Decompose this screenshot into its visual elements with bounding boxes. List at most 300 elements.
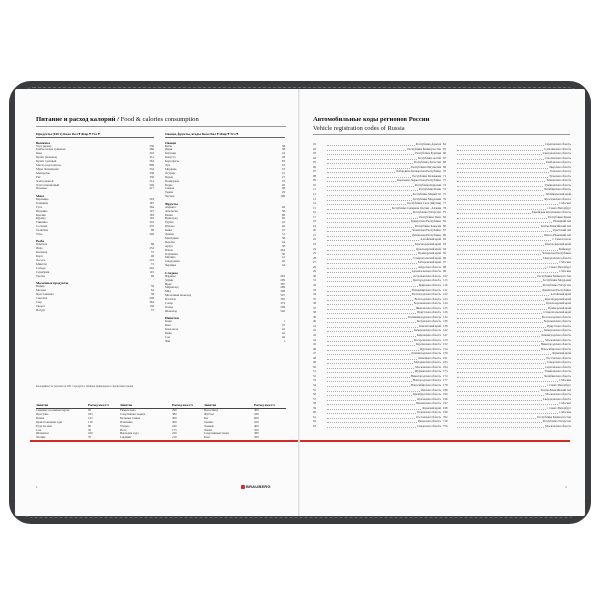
food-name: Кофе (165, 320, 172, 324)
dot-leader (327, 369, 414, 373)
food-kcal: 42 (281, 327, 285, 332)
dot-leader (327, 210, 412, 214)
activity-kcal: 185 (88, 412, 93, 416)
dot-leader (327, 310, 416, 314)
food-name: Лимон (165, 233, 174, 237)
region-name: Приморский край (418, 251, 441, 256)
region-code: 163 (443, 360, 448, 365)
dot-leader (327, 228, 411, 232)
food-name: Зефир (165, 278, 174, 282)
dot-leader (457, 247, 558, 251)
food-row (165, 340, 285, 344)
region-code: 03 (313, 151, 316, 156)
dot-leader (457, 351, 551, 355)
activity-kcal: 95 (88, 409, 92, 412)
food-kcal: 44 (281, 239, 285, 244)
dot-leader (457, 237, 551, 241)
dot-leader (457, 383, 546, 387)
region-name: Республика Алтай (417, 155, 441, 160)
region-name: Курская область (420, 346, 441, 351)
food-name: Минтай (36, 262, 47, 266)
food-name: Апельсин (165, 209, 178, 213)
dot-leader (327, 424, 416, 428)
region-code: 20 (313, 228, 316, 233)
food-name: Мандарин (165, 236, 179, 240)
activity-header-cell: Занятие (204, 403, 217, 407)
region-name: Новосибирская область (540, 346, 571, 351)
region-code: 197 (443, 401, 448, 406)
dot-leader (327, 260, 417, 264)
food-kcal: 338 (149, 170, 154, 175)
food-name: Ирис (165, 282, 172, 286)
region-name: Липецкая область (418, 355, 441, 360)
region-code: 83 (443, 219, 446, 224)
category-heading: Рыба (36, 239, 45, 244)
region-name: Псковская область (417, 410, 441, 415)
region-name: Пермский край (421, 405, 441, 410)
region-code: 29 (313, 269, 316, 274)
region-code: 116 (443, 282, 448, 287)
region-name: Красноярский край (546, 301, 571, 306)
region-name: Брянская область (418, 282, 441, 287)
region-name: Ростовская область (416, 414, 441, 419)
region-name: Республика Татарстан (542, 282, 571, 287)
food-name: Редис (165, 183, 173, 187)
region-name: Иркутская область (417, 310, 441, 315)
region-name: Ленинградская область (541, 332, 571, 337)
dot-leader (327, 419, 417, 423)
region-code: 63 (313, 423, 316, 428)
dot-leader (327, 251, 417, 255)
region-code: 71 (443, 173, 446, 178)
food-kcal: 899 (149, 163, 154, 168)
region-code: 59 (313, 405, 316, 410)
region-name: Курганская область (416, 342, 441, 347)
food-name: Индейка (36, 209, 48, 213)
region-code: 70 (443, 169, 446, 174)
dot-leader (457, 360, 546, 364)
food-kcal: 305 (280, 297, 285, 302)
region-name: Республика Хакасия (414, 223, 441, 228)
dot-leader (327, 165, 410, 169)
dot-leader (457, 310, 542, 314)
dot-leader (327, 147, 406, 151)
region-name: Омская область (420, 387, 441, 392)
region-code: 56 (313, 392, 316, 397)
dot-leader (457, 192, 544, 196)
food-kcal: 40 (281, 259, 285, 264)
dot-leader (327, 301, 413, 305)
region-name: Республика Бурятия (415, 151, 441, 156)
page-title: Питание и расход калорий / Food & calories consumption (36, 116, 199, 123)
food-kcal: 42 (281, 220, 285, 225)
region-code: 78 (443, 205, 446, 210)
food-name: Мармелад (165, 286, 179, 290)
region-code: 08 (313, 173, 316, 178)
dot-leader (457, 210, 531, 214)
region-name: Свердловская область (542, 396, 571, 401)
dot-leader (457, 178, 545, 182)
food-kcal: 330 (149, 174, 154, 179)
food-kcal: 197 (149, 208, 154, 213)
region-name: Кемеровская область (414, 328, 441, 333)
activity-kcal: 122 (88, 416, 93, 420)
region-column-2 (443, 142, 571, 428)
region-code: 30 (313, 273, 316, 278)
region-name: Республика Татарстан (412, 210, 441, 215)
region-name: Волгоградская область (541, 314, 571, 319)
dot-leader (327, 142, 415, 146)
region-name: Московская область (545, 423, 571, 428)
region-code: 45 (313, 342, 316, 347)
region-code: 01 (313, 142, 316, 146)
region-name: Ярославская область (544, 196, 571, 201)
food-kcal: 72 (150, 261, 154, 266)
dot-leader (457, 424, 544, 428)
food-kcal: 374 (280, 301, 285, 306)
dot-leader (457, 265, 546, 269)
food-kcal: 289 (280, 285, 285, 290)
region-name: Приморский край (548, 305, 571, 310)
food-kcal: 33 (281, 166, 285, 171)
food-name: Лук (165, 164, 171, 168)
food-kcal: 351 (149, 155, 154, 160)
food-name: Картофель (165, 160, 180, 164)
food-name: Телятина (36, 229, 49, 233)
activity-kcal: 70 (88, 436, 92, 440)
dot-leader (327, 356, 417, 360)
region-code: 17 (313, 214, 316, 219)
food-kcal: 183 (149, 212, 154, 217)
region-name: Республика Коми (418, 187, 441, 192)
region-name: г. Севастополь (552, 237, 571, 242)
food-kcal: 29 (281, 190, 285, 195)
dot-leader (327, 233, 411, 237)
region-name: Магаданская область (413, 360, 441, 365)
food-row (165, 264, 285, 268)
region-name: Орловская область (416, 396, 441, 401)
region-name: Костромская область (414, 337, 441, 342)
food-kcal: 264 (280, 247, 285, 252)
region-code: 198 (443, 405, 448, 410)
region-code: 22 (313, 237, 316, 242)
dot-leader (327, 219, 410, 223)
food-kcal: 276 (149, 224, 154, 229)
food-kcal: 24 (281, 151, 285, 156)
dot-leader (457, 392, 544, 396)
region-name: г. Москва (558, 401, 571, 406)
region-name: Новосибирская область (410, 382, 441, 387)
dot-leader (457, 260, 558, 264)
food-name: Кока-кола (165, 328, 179, 332)
region-code: 186 (443, 387, 448, 392)
region-code: 96 (443, 255, 446, 260)
region-name: Еврейская автономная область (531, 210, 571, 215)
food-kcal: 20 (281, 182, 285, 187)
dot-leader (327, 206, 391, 210)
food-kcal: 242 (149, 265, 154, 270)
region-name: Московская область (545, 392, 571, 397)
region-code: 36 (313, 301, 316, 306)
food-name: Свекла (165, 187, 175, 191)
category-heading: Сладкое (165, 270, 178, 275)
food-kcal: 191 (149, 269, 154, 274)
food-name: Кефир (36, 285, 45, 289)
dot-leader (457, 419, 542, 423)
dot-leader (457, 374, 543, 378)
region-code: 152 (443, 342, 448, 347)
region-name: Республика Башкортостан (407, 146, 441, 151)
food-row (165, 195, 285, 199)
activity-kcal: 50 (88, 428, 92, 432)
dot-leader (327, 410, 416, 414)
region-name: Республика Адыгея (415, 142, 441, 146)
food-kcal: 187 (149, 200, 154, 205)
region-name: Краснодарский край (544, 296, 571, 301)
region-name: Челябинская область (544, 373, 571, 378)
region-code: 66 (443, 151, 446, 156)
food-kcal: 299 (280, 277, 285, 282)
food-name: Творог (36, 304, 46, 308)
food-kcal: 286 (149, 147, 154, 152)
activity-name: Бег (204, 416, 209, 420)
food-kcal: 156 (149, 303, 154, 308)
activity-table (36, 403, 286, 440)
food-name: Утка (36, 233, 43, 237)
dot-leader (457, 151, 542, 155)
food-kcal: 89 (281, 212, 285, 217)
region-name: Пермский край (551, 351, 571, 356)
food-kcal: 48 (281, 186, 285, 191)
food-name: Грибы белые сушеные (36, 148, 66, 152)
activity-name: Велосипед (204, 409, 219, 412)
region-code: 89 (443, 232, 446, 237)
dot-leader (327, 351, 410, 355)
region-name: Калужская область (416, 319, 441, 324)
dot-leader (327, 306, 415, 310)
food-name: Рис (36, 175, 41, 179)
right-page (300, 89, 585, 516)
activity-kcal: 290 (172, 409, 177, 412)
dot-leader (327, 292, 411, 296)
food-kcal: 59 (150, 284, 154, 289)
dot-leader (457, 256, 542, 260)
region-name: Астраханская область (413, 273, 441, 278)
region-code: 97 (443, 260, 446, 265)
region-code: 164 (443, 364, 448, 369)
dot-leader (327, 392, 412, 396)
food-name: Виноград (165, 217, 178, 221)
dot-leader (457, 415, 536, 419)
region-name: Саратовская область (544, 142, 571, 146)
region-name: Краснодарский край (414, 242, 441, 247)
region-name: Хабаровский край (417, 260, 441, 265)
region-code: 79 (443, 210, 446, 215)
dot-leader (457, 288, 541, 292)
activity-kcal: 500 (254, 428, 259, 432)
region-name: Красноярский край (416, 246, 441, 251)
food-name: Помидоры (165, 179, 180, 183)
dot-leader (327, 197, 412, 201)
food-kcal: 540 (280, 308, 285, 313)
region-name: Чеченская Республика (542, 251, 571, 256)
food-kcal: 15 (281, 170, 285, 175)
region-name: Кировская область (416, 332, 441, 337)
region-name: г. Санкт-Петербург (546, 205, 571, 210)
food-name: Персик (165, 240, 175, 244)
dot-leader (457, 401, 558, 405)
food-name: Курица (36, 217, 46, 221)
region-name: Новгородская область (412, 378, 441, 383)
dot-leader (327, 324, 418, 328)
region-code: 50 (313, 364, 316, 369)
food-kcal: 1 (283, 319, 285, 324)
region-code: 52 (313, 373, 316, 378)
food-name: Хлеб пшеничный (36, 183, 60, 187)
category-heading: Овощи (165, 140, 176, 145)
dot-leader (327, 201, 406, 205)
food-kcal: 58 (150, 291, 154, 296)
dot-leader (327, 237, 419, 241)
region-code: 190 (443, 392, 448, 397)
activity-name: Шахматы (36, 432, 49, 436)
region-name: Карачаево-Черкесская Республика (397, 178, 441, 183)
activity-name: Езда на авто (36, 424, 53, 428)
region-name: Тверская область (549, 164, 571, 169)
region-name: Республика Крым (548, 214, 571, 219)
dot-leader (457, 324, 546, 328)
food-name: Лосось (36, 259, 46, 263)
activity-name: Бальные танцы (120, 416, 141, 420)
red-band (300, 440, 570, 442)
food-name: Арбуз (165, 244, 174, 248)
category-heading: Выпечка (36, 140, 50, 145)
region-code: 72 (443, 178, 446, 183)
region-name: Забайкальский край (545, 192, 571, 197)
region-code: 13 (313, 196, 316, 201)
dot-leader (457, 356, 545, 360)
region-name: Калининградская область (408, 314, 441, 319)
region-name: Республика Марий Эл (412, 192, 441, 197)
food-name: Камбала (36, 243, 48, 247)
food-name: Треска (36, 274, 45, 278)
food-name: Капуста (165, 156, 176, 160)
region-code: 136 (443, 319, 448, 324)
region-name: Республика Калмыкия (412, 173, 441, 178)
dot-leader (457, 406, 546, 410)
food-kcal: 83 (281, 159, 285, 164)
title-divider (313, 134, 570, 135)
region-name: Алтайский край (550, 292, 571, 297)
dot-leader (327, 406, 421, 410)
food-name: Квас (165, 324, 172, 328)
region-code: 37 (313, 305, 316, 310)
dot-leader (457, 169, 549, 173)
dot-leader (457, 197, 543, 201)
title-divider (36, 126, 286, 127)
region-code: 113 (443, 278, 448, 283)
red-band (30, 440, 300, 442)
food-kcal: 387 (280, 281, 285, 286)
region-name: Тамбовская область (545, 160, 571, 165)
food-kcal: 252 (149, 246, 154, 251)
region-name: Ростовская область (546, 355, 571, 360)
activity-name: Верховая езда (120, 432, 139, 436)
region-name: Мурманская область (414, 369, 441, 374)
dot-leader (457, 156, 544, 160)
activity-name: Сидение за компьютером (36, 409, 70, 412)
region-name: г. Москва (558, 378, 571, 383)
region-name: Ульяновская область (544, 369, 571, 374)
region-name: Ханты-Мансийский АО (540, 223, 571, 228)
food-kcal: 1 (283, 338, 285, 343)
food-name: Кабачки (165, 152, 176, 156)
region-name: Алтайский край (420, 237, 441, 242)
dot-leader (327, 397, 416, 401)
region-name: Московская область (545, 337, 571, 342)
region-code: 11 (313, 187, 316, 192)
activity-header-cell: Расход ккал/ч (254, 403, 275, 407)
activity-header-cell: Расход ккал/ч (172, 403, 193, 407)
activity-name: Плавание (120, 420, 133, 424)
region-code: 48 (313, 355, 316, 360)
activity-name: Спортивная ходьба (120, 412, 146, 416)
food-kcal: 27 (281, 174, 285, 179)
food-kcal: 346 (149, 232, 154, 237)
region-name: Воронежская область (543, 319, 571, 324)
region-name: Белгородская область (413, 278, 441, 283)
activity-name: Приготовление еды (36, 420, 62, 424)
region-code: 57 (313, 396, 316, 401)
dot-leader (327, 319, 416, 323)
activity-kcal: 360 (172, 420, 177, 424)
activity-name: Прогулка (36, 412, 49, 416)
dot-leader (457, 206, 546, 210)
food-kcal: 30 (281, 251, 285, 256)
food-kcal: 38 (281, 208, 285, 213)
region-name: г. Санкт-Петербург (546, 405, 571, 410)
food-name: Кальмар (36, 251, 48, 255)
dot-leader (457, 201, 558, 205)
food-kcal: 96 (150, 254, 154, 259)
region-code: 21 (313, 232, 316, 237)
region-code: 86 (443, 223, 446, 228)
page-number: 2 (565, 485, 567, 489)
region-name: Ставропольский край (543, 310, 571, 315)
region-name: Кабардино-Балкарская Республика (396, 169, 441, 174)
food-kcal: 316 (149, 151, 154, 156)
region-name: г. Москва (558, 269, 571, 274)
region-name: Нижегородская область (540, 342, 571, 347)
region-code: 138 (443, 323, 448, 328)
dot-leader (457, 378, 558, 382)
food-kcal: 246 (149, 182, 154, 187)
food-kcal: 364 (149, 204, 154, 209)
dot-leader (327, 269, 411, 273)
region-code: 16 (313, 210, 316, 215)
food-name: Кролик (36, 213, 46, 217)
food-kcal: 206 (149, 295, 154, 300)
region-code: 47 (313, 351, 316, 356)
food-name: Кекс (36, 152, 43, 156)
activity-header-cell: Расход ккал/ч (88, 403, 109, 407)
region-name: Республика Мордовия (412, 196, 441, 201)
region-code: 75 (443, 192, 446, 197)
region-code: 09 (313, 178, 316, 183)
food-name: Бобы (165, 144, 172, 148)
region-code: 87 (443, 228, 446, 233)
region-code: 15 (313, 205, 316, 210)
